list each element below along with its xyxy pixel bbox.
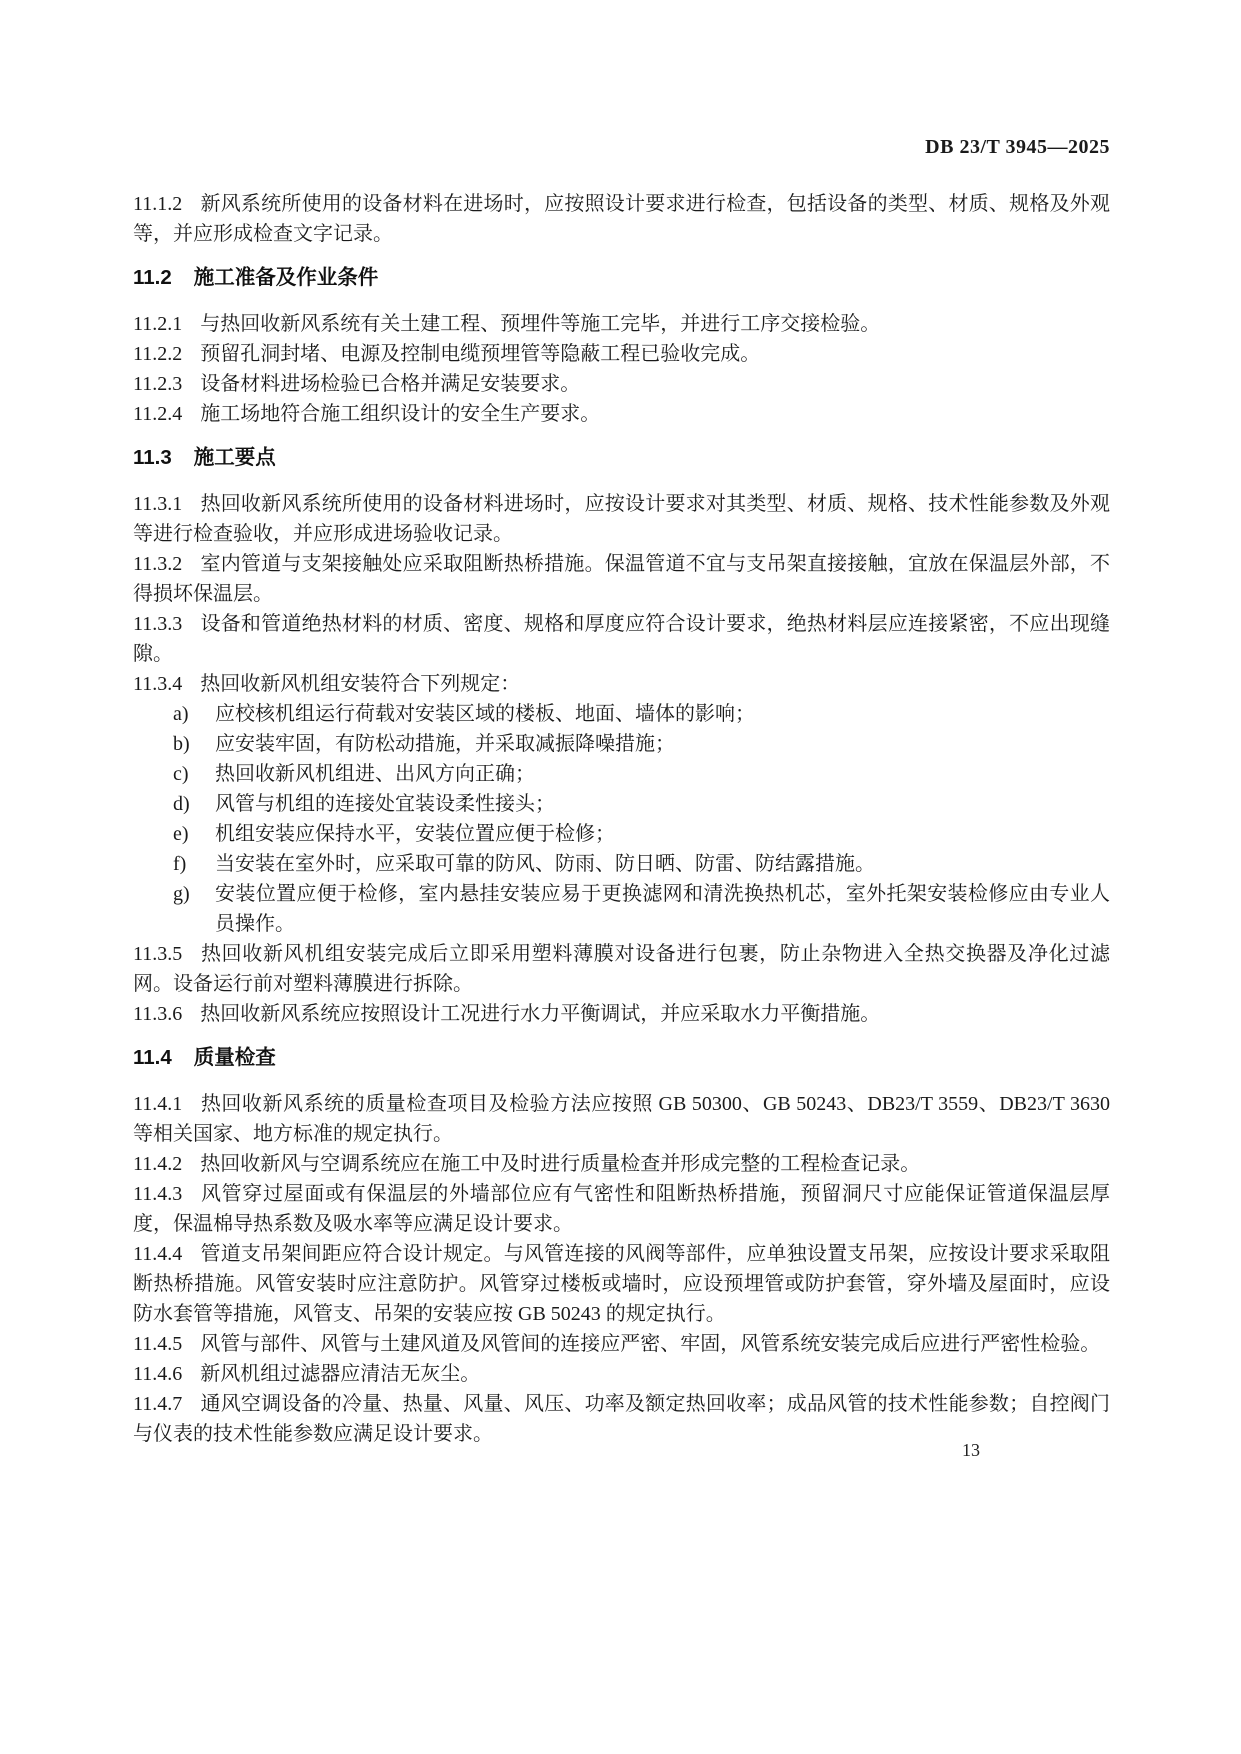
lettered-list-item [173,699,1110,729]
page-number: 13 [962,1440,980,1460]
item-letter: b) [173,733,190,755]
section-heading [133,1043,1110,1073]
clause-paragraph [133,669,1110,699]
clause-text: 机组安装应保持水平，安装位置应便于检修； [215,823,615,845]
lettered-list-item [173,729,1110,759]
lettered-list-item [173,759,1110,789]
clause-text: 风管穿过屋面或有保温层的外墙部位应有气密性和阻断热桥措施，预留洞尺寸应能保证管道保温层厚度，保温棉导热系数及吸水率等应满足设计要求。 [133,1183,1110,1235]
clause-paragraph [133,309,1110,339]
clause-text: 与热回收新风系统有关土建工程、预埋件等施工完毕，并进行工序交接检验。 [200,313,881,335]
document-code-header: DB 23/T 3945—2025 [925,136,1110,158]
clause-text: 热回收新风与空调系统应在施工中及时进行质量检查并形成完整的工程检查记录。 [200,1153,921,1175]
clause-text: 热回收新风系统所使用的设备材料进场时，应按设计要求对其类型、材质、规格、技术性能参数及外观等进行检查验收，并应形成进场验收记录。 [133,493,1110,545]
item-letter: g) [173,883,190,905]
clause-number: 11.3.5 [133,943,183,965]
clause-number: 11.3.4 [133,673,183,695]
clause-text: 新风系统所使用的设备材料在进场时，应按照设计要求进行检查，包括设备的类型、材质、规格及外观等，并应形成检查文字记录。 [133,193,1110,245]
section-heading [133,443,1110,473]
clause-number: 11.4.7 [133,1393,183,1415]
clause-number: 11.2.3 [133,373,183,395]
clause-text: 设备和管道绝热材料的材质、密度、规格和厚度应符合设计要求，绝热材料层应连接紧密，不应出现缝隙。 [133,613,1110,665]
clause-text: 管道支吊架间距应符合设计规定。与风管连接的风阀等部件，应单独设置支吊架，应按设计要求采取阻断热桥措施。风管安装时应注意防护。风管穿过楼板或墙时，应设预埋管或防护套管，穿外墙及屋面时，应设防水套管等措施，风管支、吊架的安装应按 GB 50243 的规定执行。 [133,1243,1110,1325]
clause-number: 11.3.2 [133,553,183,575]
clause-paragraph [133,1179,1110,1239]
clause-paragraph [133,1239,1110,1329]
clause-text: 室内管道与支架接触处应采取阻断热桥措施。保温管道不宜与支吊架直接接触，宜放在保温层外部，不得损坏保温层。 [133,553,1110,605]
clause-text: 热回收新风系统应按照设计工况进行水力平衡调试，并应采取水力平衡措施。 [200,1003,881,1025]
clause-number: 11.1.2 [133,193,183,215]
item-letter: e) [173,823,189,845]
clause-number: 11.4.3 [133,1183,183,1205]
clause-paragraph [133,1329,1110,1359]
clause-text: 设备材料进场检验已合格并满足安装要求。 [200,373,581,395]
clause-paragraph [133,999,1110,1029]
clause-paragraph [133,609,1110,669]
clause-number: 11.4.6 [133,1363,183,1385]
section-number: 11.4 [133,1046,172,1069]
clause-text: 风管与部件、风管与土建风道及风管间的连接应严密、牢固，风管系统安装完成后应进行严密性检验。 [200,1333,1101,1355]
clause-number: 11.3.3 [133,613,183,635]
item-letter: c) [173,763,189,785]
clause-text: 施工要点 [193,446,276,469]
clause-text: 预留孔洞封堵、电源及控制电缆预埋管等隐蔽工程已验收完成。 [200,343,761,365]
clause-text: 应校核机组运行荷载对安装区域的楼板、地面、墙体的影响； [215,703,755,725]
clause-number: 11.4.1 [133,1093,183,1115]
clause-number: 11.4.4 [133,1243,183,1265]
clause-text: 通风空调设备的冷量、热量、风量、风压、功率及额定热回收率；成品风管的技术性能参数；自控阀门与仪表的技术性能参数应满足设计要求。 [133,1393,1110,1445]
clause-number: 11.3.1 [133,493,183,515]
clause-paragraph [133,339,1110,369]
clause-text: 质量检查 [193,1046,276,1069]
clause-paragraph [133,1089,1110,1149]
clause-number: 11.4.5 [133,1333,183,1355]
clause-number: 11.2.4 [133,403,183,425]
lettered-list-item [173,789,1110,819]
item-letter: d) [173,793,190,815]
clause-number: 11.2.1 [133,313,183,335]
section-heading [133,263,1110,293]
clause-text: 施工场地符合施工组织设计的安全生产要求。 [200,403,601,425]
clause-paragraph [133,489,1110,549]
clause-number: 11.2.2 [133,343,183,365]
clause-text: 热回收新风系统的质量检查项目及检验方法应按照 GB 50300、GB 50243、DB23/T 3559、DB23/T 3630 等相关国家、地方标准的规定执行。 [133,1093,1110,1145]
document-body [133,189,1110,1449]
clause-text: 新风机组过滤器应清洁无灰尘。 [200,1363,481,1385]
section-number: 11.3 [133,446,172,469]
section-number: 11.2 [133,266,172,289]
clause-paragraph [133,369,1110,399]
clause-text: 风管与机组的连接处宜装设柔性接头； [215,793,555,815]
clause-text: 施工准备及作业条件 [193,266,379,289]
clause-paragraph [133,1149,1110,1179]
clause-text: 应安装牢固，有防松动措施，并采取减振降噪措施； [215,733,675,755]
clause-paragraph [133,939,1110,999]
clause-text: 热回收新风机组安装完成后立即采用塑料薄膜对设备进行包裹，防止杂物进入全热交换器及净化过滤网。设备运行前对塑料薄膜进行拆除。 [133,943,1110,995]
lettered-list-item [173,879,1110,939]
clause-text: 热回收新风机组进、出风方向正确； [215,763,535,785]
clause-text: 当安装在室外时，应采取可靠的防风、防雨、防日晒、防雷、防结露措施。 [215,853,875,875]
item-letter: a) [173,703,189,725]
clause-paragraph [133,399,1110,429]
clause-paragraph [133,1359,1110,1389]
clause-text: 热回收新风机组安装符合下列规定： [200,673,521,695]
clause-number: 11.4.2 [133,1153,183,1175]
clause-text: 安装位置应便于检修，室内悬挂安装应易于更换滤网和清洗换热机芯，室外托架安装检修应由专业人员操作。 [215,883,1110,935]
lettered-list-item [173,819,1110,849]
clause-paragraph [133,189,1110,249]
item-letter: f) [173,853,187,875]
clause-paragraph [133,549,1110,609]
lettered-list-item [173,849,1110,879]
clause-number: 11.3.6 [133,1003,183,1025]
